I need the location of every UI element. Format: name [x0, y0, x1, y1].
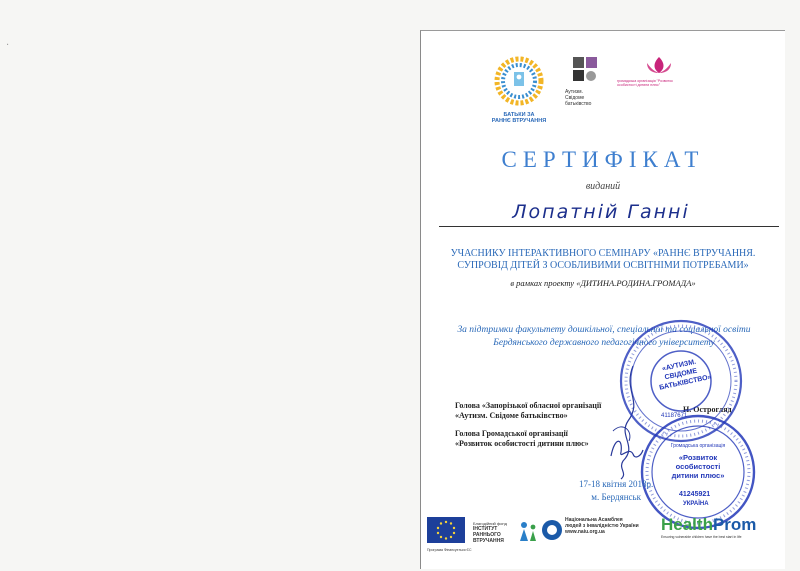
- event-date: 17-18 квітня 2018р.: [579, 479, 654, 489]
- head1-line2: «Аутизм. Свідоме батьківство»: [455, 411, 568, 420]
- logo1-text-line2: РАННЄ ВТРУЧАННЯ: [491, 118, 547, 124]
- family-figures-logo: [517, 519, 539, 548]
- fund-early-intervention-logo: [473, 521, 519, 544]
- project-line: в рамках проекту «ДИТИНА.РОДИНА.ГРОМАДА»: [510, 278, 696, 288]
- participant-line2: СУПРОВІД ДІТЕЙ З ОСОБЛИВИМИ ОСВІТНІМИ ПОТРЕБАМИ»: [457, 260, 749, 271]
- healthprom-health: Health: [661, 515, 713, 534]
- support-line2: Бердянського державного педагогічного університету: [493, 338, 715, 348]
- partner-logos: [421, 509, 785, 565]
- healthprom-prom: Prom: [712, 515, 757, 534]
- recipient-name: Лопатній Ганні: [512, 201, 690, 223]
- logo3-text: громадська організація "Розвиток особистості дитини плюс": [617, 79, 673, 87]
- stamp1-center-text: «АУТИЗМ. СВІДОМЕ БАТЬКІВСТВО»: [658, 358, 713, 392]
- sunflower-logo-icon: [489, 55, 549, 107]
- naiu-circle-icon: [541, 519, 563, 541]
- logo2-text-line1: Аутизм.: [565, 89, 583, 95]
- support-line1: За підтримки факультету дошкільної, спеціальної та соціальної освіти: [457, 325, 751, 335]
- healthprom-logo: [661, 515, 785, 539]
- issued-label: виданий: [585, 181, 621, 192]
- certificate-sheet: [420, 30, 785, 569]
- stamp2-center-line1: Громадська організація: [670, 443, 726, 449]
- head2-line1: Голова Громадської організації: [455, 429, 568, 438]
- logo-child-development-plus: [617, 55, 693, 109]
- eu-caption: Програма Фінансується ЄС: [427, 548, 472, 552]
- healthprom-tagline: Ensuring vulnerable children have the best start in life: [661, 535, 742, 539]
- recipient-underline: [439, 226, 779, 227]
- event-city: м. Бердянськ: [591, 492, 641, 502]
- signatory-2: [455, 429, 589, 449]
- logo2-text-line2: Свідоме батьківство: [565, 95, 592, 107]
- head2-line2: «Розвиток особистості дитини плюс»: [455, 439, 589, 448]
- eu-flag-icon: [427, 517, 465, 543]
- eu-flag-logo: [427, 517, 472, 552]
- stamp2-country: УКРАЇНА: [683, 501, 709, 507]
- fund-line4: ВТРУЧАННЯ: [473, 538, 504, 544]
- logo1-text-line1: БАТЬКИ ЗА: [503, 112, 535, 118]
- fund-line3: РАННЬОГО: [473, 532, 501, 538]
- fund-line1: Благодійний фонд: [473, 521, 507, 526]
- participant-statement: [425, 248, 781, 272]
- participant-line1: УЧАСНИКУ ІНТЕРАКТИВНОГО СЕМІНАРУ «РАННЄ ВТРУЧАННЯ.: [450, 248, 756, 259]
- head1-line1: Голова «Запорізької обласної організації: [455, 401, 602, 410]
- stamp2-center-line2: «Розвиток особистості дитини плюс»: [671, 453, 725, 480]
- naiu-logo: [541, 517, 653, 535]
- event-date-place: [579, 478, 653, 504]
- certificate-title: СЕРТИФІКАТ: [501, 147, 705, 172]
- logo-parents-early-intervention: [489, 55, 549, 124]
- family-figures-icon: [517, 519, 539, 543]
- logo-autism-conscious-parenting: [565, 55, 609, 109]
- scan-dust-mark: ·: [6, 40, 10, 51]
- signatory-1: [455, 401, 601, 421]
- stamp1-code: 41187671: [661, 413, 688, 419]
- puzzle-logo-icon: [571, 55, 599, 87]
- naiu-line1: Національна Асамблея: [565, 517, 623, 523]
- stamp2-code: 41245921: [679, 491, 711, 498]
- fund-line2: ІНСТИТУТ: [473, 526, 498, 532]
- lotus-logo-icon: [639, 55, 679, 77]
- head1-name: Н. Острогляд: [683, 405, 732, 414]
- naiu-url: www.naiu.org.ua: [565, 529, 605, 535]
- naiu-line2: людей з інвалідністю України: [565, 523, 639, 529]
